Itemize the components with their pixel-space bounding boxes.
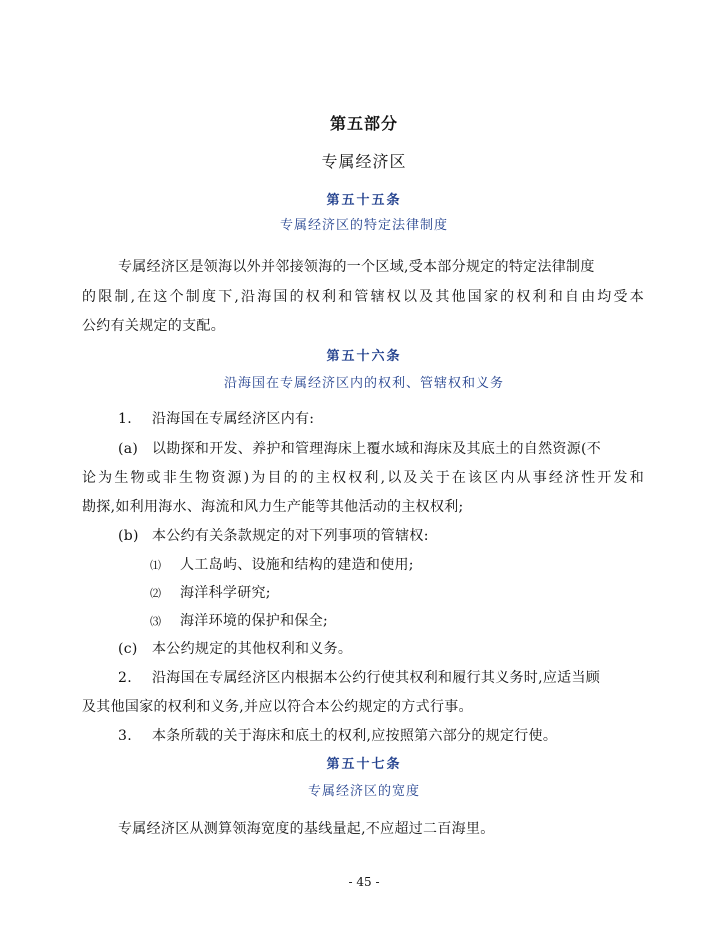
- article-55-title: 专属经济区的特定法律制度: [279, 218, 448, 233]
- article-55-line-2: 的限制,在这个制度下,沿海国的权利和管辖权以及其他国家的权利和自由均受本: [82, 289, 644, 305]
- paragraph-1-text: 沿海国在专属经济区内有:: [152, 411, 315, 427]
- sub-item-2-label: ⑵: [150, 587, 162, 600]
- paragraph-1-number: 1.: [118, 411, 132, 427]
- article-56-title: 沿海国在专属经济区内的权利、管辖权和义务: [223, 376, 504, 391]
- paragraph-3-text: 本条所载的关于海床和底土的权利,应按照第六部分的规定行使。: [152, 728, 558, 744]
- paragraph-2-text-1: 沿海国在专属经济区内根据本公约行使其权利和履行其义务时,应适当顾: [152, 670, 601, 686]
- item-c-label: (c): [118, 641, 138, 657]
- item-a-text-1: 以勘探和开发、养护和管理海床上覆水域和海床及其底土的自然资源(不: [152, 441, 602, 457]
- item-b-text: 本公约有关条款规定的对下列事项的管辖权:: [152, 528, 429, 544]
- article-57-text: 专属经济区从测算领海宽度的基线量起,不应超过二百海里。: [118, 821, 495, 837]
- paragraph-1: [118, 408, 314, 428]
- sub-item-1: [150, 554, 414, 574]
- sub-item-1-label: ⑴: [150, 559, 162, 572]
- sub-item-2-text: 海洋科学研究;: [180, 585, 271, 601]
- article-55-line-1: 专属经济区是领海以外并邻接领海的一个区域,受本部分规定的特定法律制度: [118, 259, 595, 275]
- item-b-label: (b): [118, 528, 139, 544]
- article-55-number: 第五十五条: [326, 193, 402, 208]
- paragraph-2-line-1: [118, 667, 600, 687]
- article-55-line-3: 公约有关规定的支配。: [82, 318, 225, 334]
- item-c-text: 本公约规定的其他权利和义务。: [152, 641, 353, 657]
- sub-item-3-label: ⑶: [150, 615, 162, 628]
- sub-item-3: [150, 610, 328, 630]
- item-a-line-1: [118, 438, 601, 458]
- sub-item-1-text: 人工岛屿、设施和结构的建造和使用;: [180, 557, 414, 573]
- article-57-number: 第五十七条: [326, 757, 402, 772]
- item-a-label: (a): [118, 441, 139, 457]
- paragraph-3: [118, 725, 557, 745]
- article-56-number: 第五十六条: [326, 349, 402, 364]
- part-number: 第五部分: [329, 114, 398, 133]
- part-title: 专属经济区: [321, 152, 407, 171]
- paragraph-3-number: 3.: [118, 728, 132, 744]
- paragraph-2-number: 2.: [118, 670, 132, 686]
- item-c: [118, 638, 352, 658]
- item-a-line-3: 勘探,如利用海水、海流和风力生产能等其他活动的主权权利;: [82, 499, 464, 515]
- sub-item-3-text: 海洋环境的保护和保全;: [180, 613, 329, 629]
- paragraph-2-line-2: 及其他国家的权利和义务,并应以符合本公约规定的方式行事。: [82, 699, 473, 715]
- article-57-title: 专属经济区的宽度: [307, 784, 420, 799]
- item-b: [118, 525, 429, 545]
- item-a-line-2: 论为生物或非生物资源)为目的的主权权利,以及关于在该区内从事经济性开发和: [82, 470, 644, 486]
- sub-item-2: [150, 582, 271, 602]
- page-number: - 45 -: [348, 875, 380, 889]
